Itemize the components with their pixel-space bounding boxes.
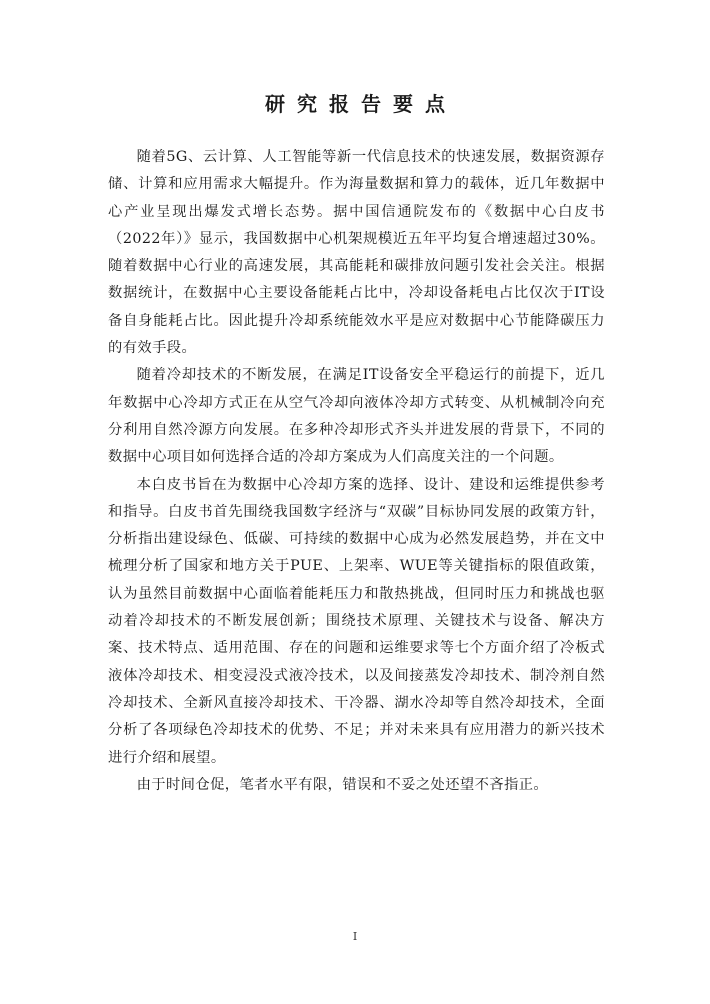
body-text (108, 144, 605, 799)
paragraph-2: 随着冷却技术的不断发展，在满足IT设备安全平稳运行的前提下，近几年数据中心冷却方式正在从空气冷却向液体冷却方式转变、从机械制冷向充分利用自然冷源方向发展。在多种冷却形式齐头并进发展的背景下，不同的数据中心项目如何选择合适的冷却方案成为人们高度关注的一个问题。 (108, 367, 605, 466)
page-number: I (352, 930, 358, 943)
paragraph-1: 随着5G、云计算、人工智能等新一代信息技术的快速发展，数据资源存储、计算和应用需求大幅提升。作为海量数据和算力的载体，近几年数据中心产业呈现出爆发式增长态势。据中国信通院发布的《数据中心白皮书（2022年）》显示，我国数据中心机架规模近五年平均复合增速超过30%。随着数据中心行业的高速发展，其高能耗和碳排放问题引发社会关注。根据数据统计，在数据中心主要设备能耗占比中，冷却设备耗电占比仅次于IT设备自身能耗占比。因此提升冷却系统能效水平是应对数据中心节能降碳压力的有效手段。 (108, 149, 605, 357)
paragraph-3: 本白皮书旨在为数据中心冷却方案的选择、设计、建设和运维提供参考和指导。白皮书首先围绕我国数字经济与“双碳”目标协同发展的政策方针，分析指出建设绿色、低碳、可持续的数据中心成为必然发展趋势，并在文中梳理分析了国家和地方关于PUE、上架率、WUE等关键指标的限值政策，认为虽然目前数据中心面临着能耗压力和散热挑战，但同时压力和挑战也驱动着冷却技术的不断发展创新；围绕技术原理、关键技术与设备、解决方案、技术特点、适用范围、存在的问题和运维要求等七个方面介绍了冷板式液体冷却技术、相变浸没式液冷技术，以及间接蒸发冷却技术、制冷剂自然冷却技术、全新风直接冷却技术、干冷器、湖水冷却等自然冷却技术，全面分析了各项绿色冷却技术的优势、不足；并对未来具有应用潜力的新兴技术进行介绍和展望。 (108, 476, 605, 766)
paragraph-4: 由于时间仓促，笔者水平有限，错误和不妥之处还望不吝指正。 (136, 776, 549, 793)
page-title: 研究报告要点 (265, 92, 457, 116)
